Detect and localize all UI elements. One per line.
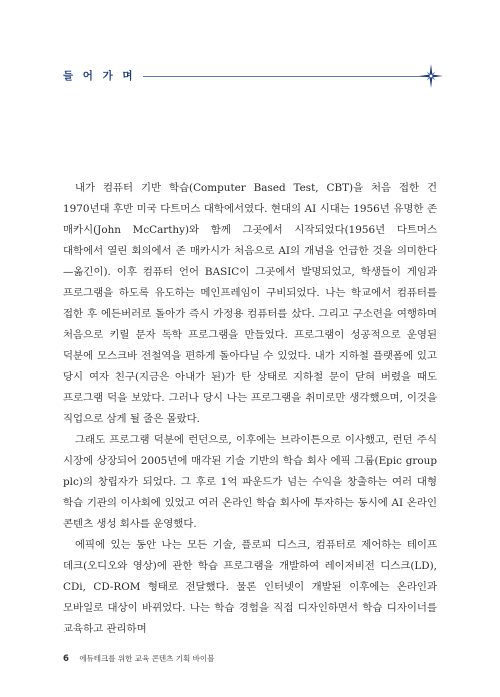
paragraph: 그래도 프로그램 덕분에 런던으로, 이후에는 브라이튼으로 이사했고, 런던 주식 시장에 상장되어 2005년에 매각된 기술 기반의 학습 회사 에픽 그룹(Epic group plc)의 창립자가 되었다. 그 후로 1억 파운드가 넘는 수익을 창출하는 여러 대형 학습 기관의 이사회에 있었고 여러 온라인 학습 회사에 투자하는 동시에 AI 온라인 콘텐츠 생성 회사를 운영했다. <box>63 434 437 530</box>
page-number: 6 <box>63 654 69 664</box>
paragraph: 내가 컴퓨터 기반 학습(Computer Based Test, CBT)을 처음 접한 건 1970년대 후반 미국 다트머스 대학에서였다. 현대의 AI 시대는 1956년 유명한 존 매카시(John McCarthy)와 함께 그곳에서 시작되었다(1956년 다트머스 대학에서 열린 회의에서 존 매카시가 처음으로 AI의 개념을 언급한 것을 의미한다—옮긴이). 이후 컴퓨터 언어 BASIC이 그곳에서 발명되었고, 학생들이 게임과 프로그램을 하도록 유도하는 메인프레임이 구비되었다. 나는 학교에서 컴퓨터를 접한 후 에든버러로 돌아가 즉시 가정용 컴퓨터를 샀다. 그리고 구소련을 여행하며 처음으로 키릴 문자 독학 프로그램을 만들었다. 프로그램이 성공적으로 운영된 덕분에 모스크바 전철역을 편하게 돌아다닐 수 있었다. 내가 지하철 플랫폼에 있고 당시 여자 친구(지금은 아내가 된)가 탄 상태로 지하철 문이 닫혀 버렸을 때도 프로그램 덕을 보았다. 그러나 당시 나는 프로그램을 취미로만 생각했으며, 이것을 직업으로 삼게 될 줄은 몰랐다. <box>63 182 437 425</box>
section-title: 들 어 가 며 <box>63 70 136 82</box>
header-divider <box>143 76 427 77</box>
compass-star-icon <box>419 64 443 88</box>
page-footer <box>63 653 214 664</box>
body-text <box>63 178 437 640</box>
running-title: 에듀테크를 위한 교육 콘텐츠 기획 바이블 <box>79 654 215 663</box>
paragraph: 에픽에 있는 동안 나는 모든 기술, 플로피 디스크, 컴퓨터로 제어하는 테이프 데크(오디오와 영상)에 관한 학습 프로그램을 개발하여 레이저비전 디스크(LD), CDi, CD-ROM 형태로 전달했다. 물론 인터넷이 개발된 이후에는 온라인과 모바일로 대상이 바뀌었다. 나는 학습 경험을 직접 디자인하면서 학습 디자이너를 교육하고 관리하며 <box>63 539 437 635</box>
page-header <box>63 64 443 88</box>
